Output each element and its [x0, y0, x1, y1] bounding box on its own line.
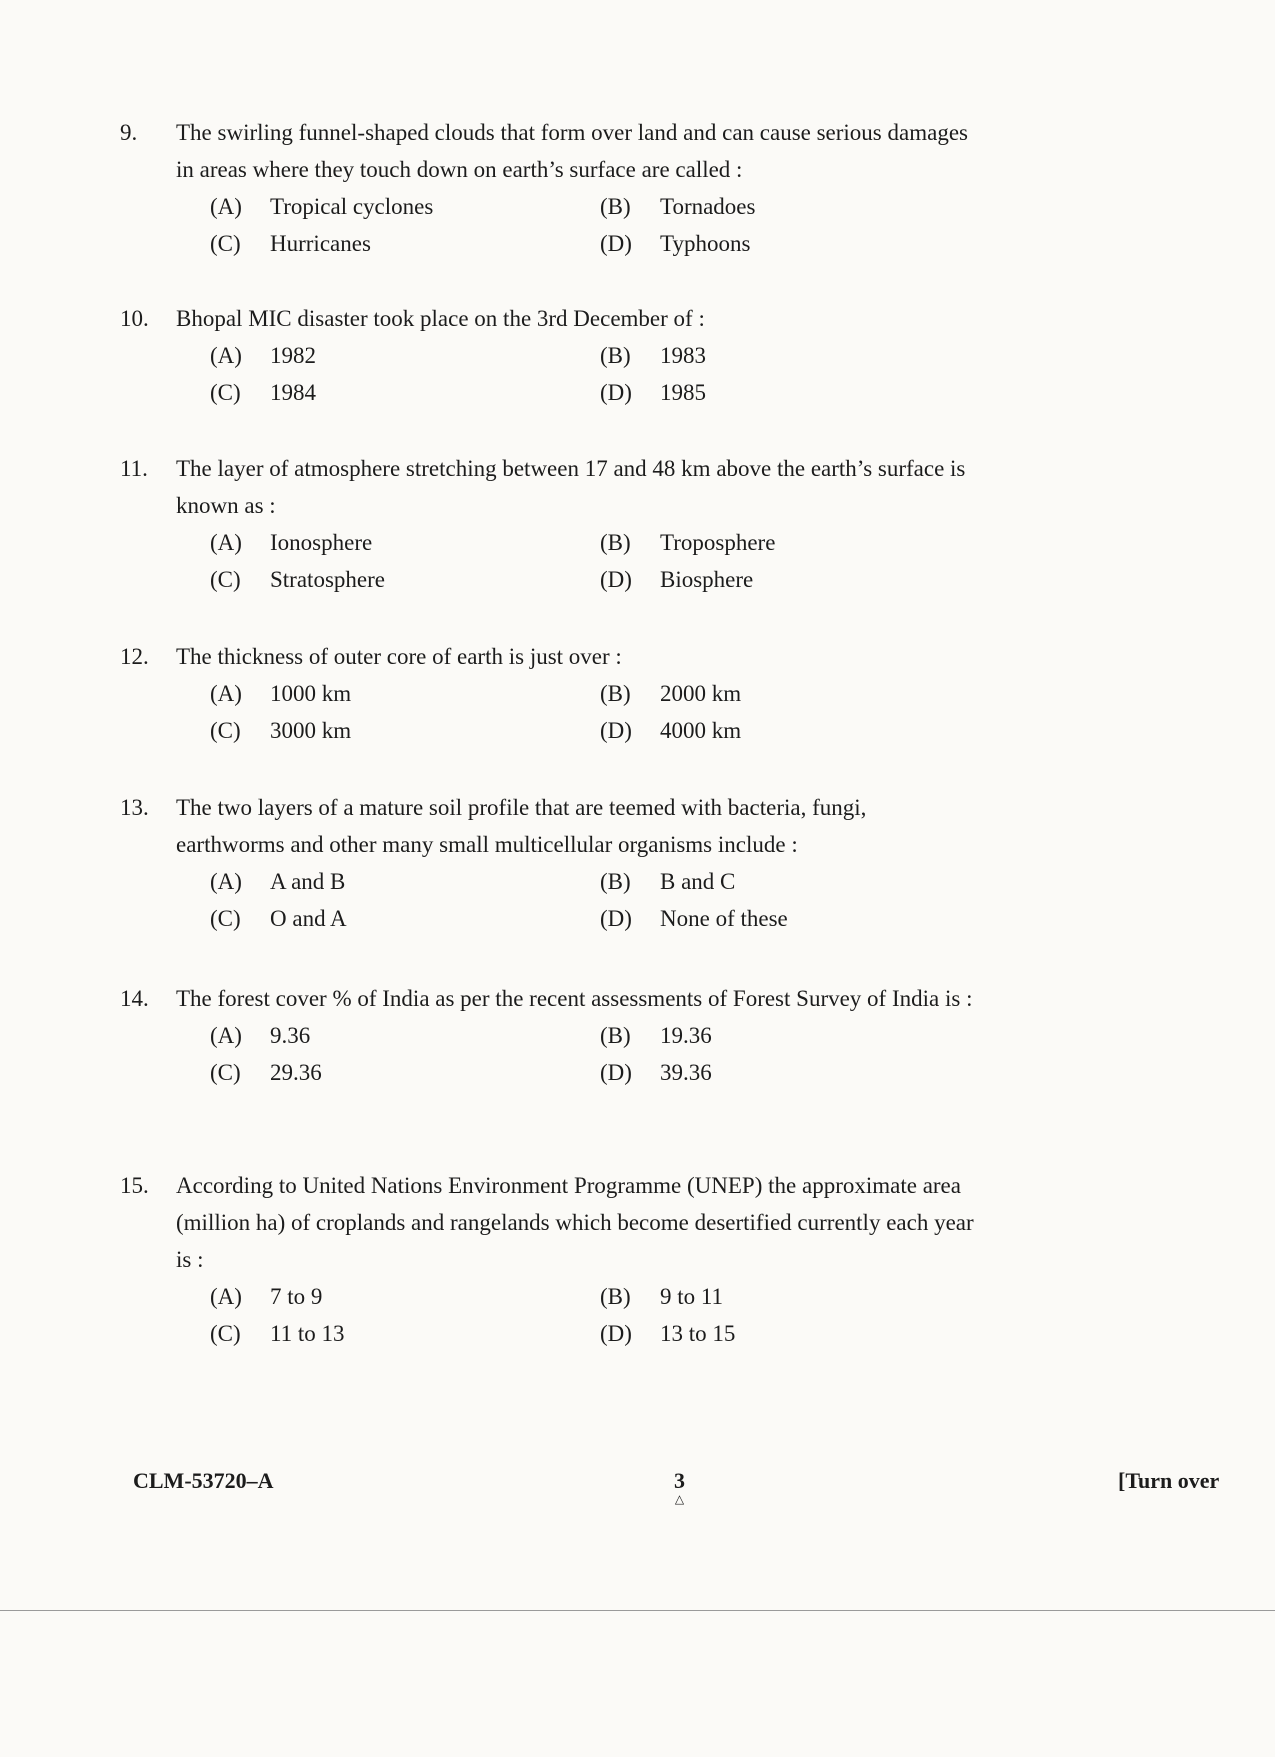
option-a: (A) 1000 km	[210, 681, 352, 706]
option-c: (C) 1984	[210, 380, 316, 405]
option-c: (C) 11 to 13	[210, 1321, 345, 1346]
question-number: 12.	[120, 644, 149, 669]
paper-code: CLM-53720–A	[133, 1468, 274, 1493]
question-12	[120, 638, 980, 749]
option-b: (B) Troposphere	[600, 530, 776, 555]
option-a: (A) Ionosphere	[210, 530, 373, 555]
page-number: 3 △	[674, 1468, 685, 1506]
question-text: The thickness of outer core of earth is just over :	[176, 644, 622, 669]
question-number: 15.	[120, 1173, 149, 1198]
option-b: (B) Tornadoes	[600, 194, 756, 219]
option-d: (D) None of these	[600, 906, 788, 931]
question-11	[120, 450, 980, 598]
option-d: (D) Typhoons	[600, 231, 751, 256]
options	[210, 863, 980, 937]
option-c: (C) 29.36	[210, 1060, 322, 1085]
question-text: The two layers of a mature soil profile that are teemed with bacteria, fungi, earthworms and other many small multicellular organisms include :	[176, 795, 867, 857]
options	[210, 675, 980, 749]
option-b: (B) 1983	[600, 343, 706, 368]
option-d: (D) 39.36	[600, 1060, 712, 1085]
question-14	[120, 980, 980, 1091]
option-d: (D) 4000 km	[600, 718, 742, 743]
question-number: 14.	[120, 986, 149, 1011]
option-b: (B) 19.36	[600, 1023, 712, 1048]
options	[210, 188, 980, 262]
question-text: The swirling funnel-shaped clouds that form over land and can cause serious damages in areas where they touch down on earth’s surface are called :	[176, 120, 968, 182]
question-number: 9.	[120, 120, 138, 145]
triangle-icon: △	[674, 1492, 685, 1506]
options	[210, 524, 980, 598]
question-13	[120, 789, 980, 937]
turn-over-note: [Turn over	[1118, 1468, 1220, 1493]
option-a: (A) 7 to 9	[210, 1284, 323, 1309]
question-9	[120, 114, 980, 262]
option-b: (B) B and C	[600, 869, 736, 894]
option-b: (B) 9 to 11	[600, 1284, 724, 1309]
option-d: (D) Biosphere	[600, 567, 754, 592]
question-text: Bhopal MIC disaster took place on the 3rd December of :	[176, 306, 705, 331]
question-15	[120, 1167, 980, 1352]
option-c: (C) O and A	[210, 906, 347, 931]
option-a: (A) 1982	[210, 343, 316, 368]
option-d: (D) 1985	[600, 380, 706, 405]
option-c: (C) 3000 km	[210, 718, 352, 743]
option-c: (C) Stratosphere	[210, 567, 385, 592]
question-number: 11.	[120, 456, 148, 481]
bottom-divider	[0, 1610, 1275, 1611]
question-text: The forest cover % of India as per the recent assessments of Forest Survey of India is :	[176, 986, 973, 1011]
option-a: (A) Tropical cyclones	[210, 194, 434, 219]
question-number: 10.	[120, 306, 149, 331]
question-text: According to United Nations Environment Programme (UNEP) the approximate area (million ha) of croplands and rangelands which become desertified currently each year is :	[176, 1173, 974, 1272]
options	[210, 1017, 980, 1091]
option-d: (D) 13 to 15	[600, 1321, 736, 1346]
question-number: 13.	[120, 795, 149, 820]
options	[210, 337, 980, 411]
option-a: (A) 9.36	[210, 1023, 311, 1048]
option-a: (A) A and B	[210, 869, 346, 894]
option-b: (B) 2000 km	[600, 681, 742, 706]
question-text: The layer of atmosphere stretching between 17 and 48 km above the earth’s surface is known as :	[176, 456, 966, 518]
option-c: (C) Hurricanes	[210, 231, 371, 256]
question-10	[120, 300, 980, 411]
options	[210, 1278, 980, 1352]
